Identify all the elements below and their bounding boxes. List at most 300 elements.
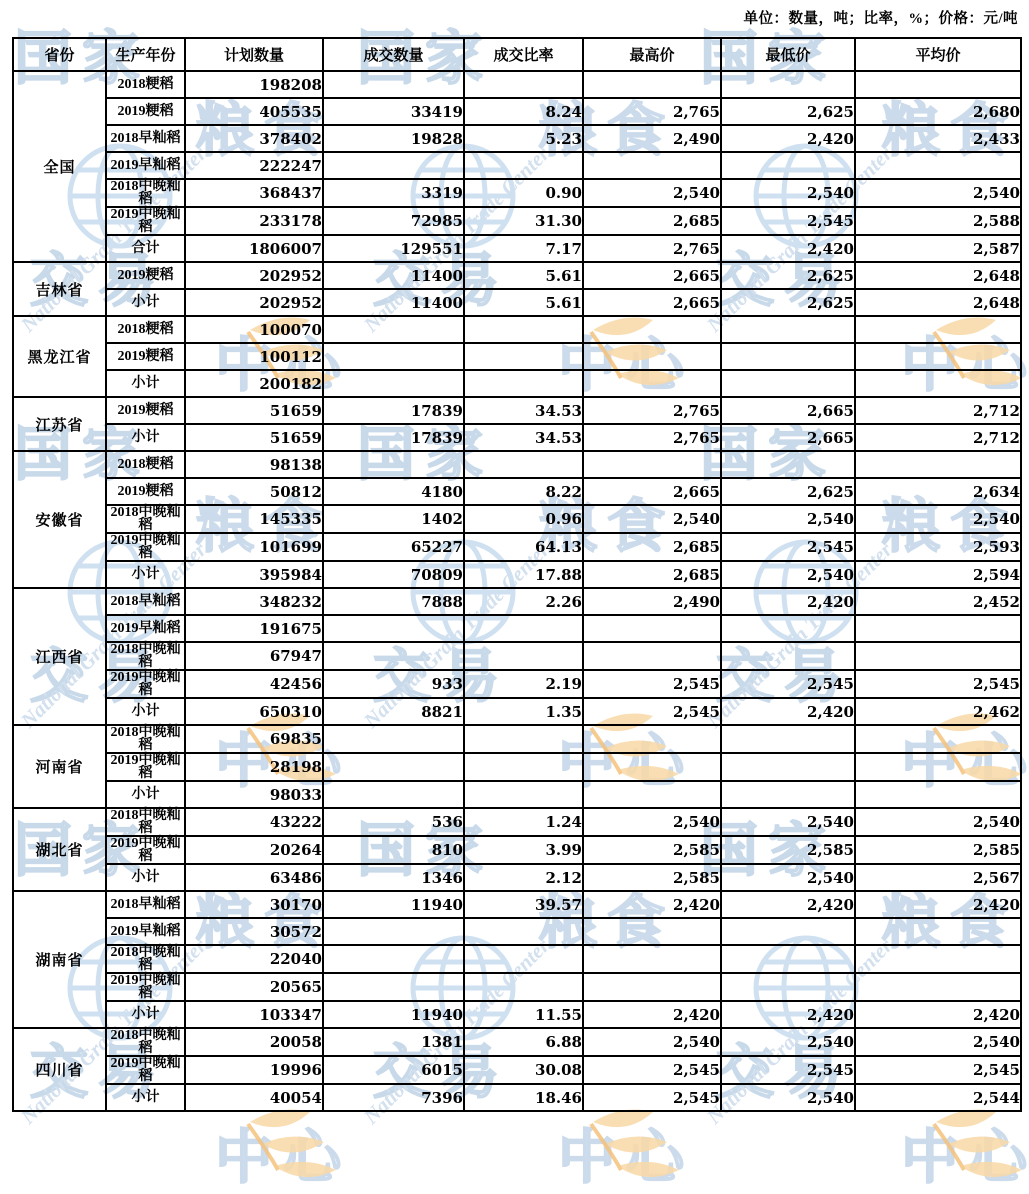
plan-qty-cell: 50812 [185,478,323,505]
header-deal-qty: 成交数量 [323,38,464,71]
high-price-cell [583,753,721,781]
table-row [13,397,1021,424]
plan-qty-cell: 69835 [185,725,323,753]
high-price-cell [583,370,721,397]
year-cell: 2019早籼稻 [106,918,185,945]
deal-qty-cell: 17839 [323,397,464,424]
deal-qty-cell [323,918,464,945]
table-row [13,235,1021,262]
plan-qty-cell: 98138 [185,451,323,478]
year-cell: 2018中晚籼稻 [106,725,185,753]
plan-qty-cell: 191675 [185,615,323,642]
avg-price-cell [855,343,1021,370]
plan-qty-cell: 63486 [185,864,323,891]
plan-qty-cell: 20565 [185,973,323,1001]
deal-qty-cell: 72985 [323,207,464,235]
deal-ratio-cell [464,343,583,370]
year-cell: 2019中晚籼稻 [106,207,185,235]
deal-qty-cell: 1346 [323,864,464,891]
header-row [13,38,1021,71]
year-cell: 2018早籼稻 [106,891,185,918]
plan-qty-cell: 40054 [185,1084,323,1111]
table-row [13,561,1021,588]
avg-price-cell: 2,540 [855,505,1021,533]
avg-price-cell: 2,540 [855,1028,1021,1056]
low-price-cell: 2,540 [721,808,855,836]
high-price-cell: 2,685 [583,561,721,588]
plan-qty-cell: 202952 [185,262,323,289]
low-price-cell [721,918,855,945]
high-price-cell: 2,490 [583,588,721,615]
table-row [13,1028,1021,1056]
year-cell: 小计 [106,698,185,725]
table-row [13,71,1021,98]
table-row [13,152,1021,179]
deal-ratio-cell: 34.53 [464,397,583,424]
province-cell: 江西省 [13,588,106,725]
year-cell: 2019粳稻 [106,478,185,505]
table-row [13,753,1021,781]
low-price-cell: 2,540 [721,864,855,891]
table-row [13,781,1021,808]
year-cell: 2019早籼稻 [106,615,185,642]
deal-qty-cell [323,725,464,753]
deal-qty-cell: 7888 [323,588,464,615]
plan-qty-cell: 100070 [185,316,323,343]
avg-price-cell: 2,545 [855,670,1021,698]
deal-ratio-cell: 8.22 [464,478,583,505]
high-price-cell: 2,540 [583,1028,721,1056]
deal-ratio-cell: 8.24 [464,98,583,125]
high-price-cell: 2,765 [583,397,721,424]
low-price-cell [721,753,855,781]
year-cell: 2019中晚籼稻 [106,836,185,864]
year-cell: 2019中晚籼稻 [106,533,185,561]
table-row [13,945,1021,973]
low-price-cell [721,945,855,973]
low-price-cell [721,370,855,397]
table-body [13,71,1021,1111]
deal-qty-cell [323,370,464,397]
high-price-cell: 2,420 [583,1001,721,1028]
avg-price-cell: 2,540 [855,808,1021,836]
deal-qty-cell: 8821 [323,698,464,725]
year-cell: 2018早籼稻 [106,588,185,615]
avg-price-cell [855,71,1021,98]
high-price-cell [583,71,721,98]
avg-price-cell: 2,680 [855,98,1021,125]
avg-price-cell: 2,593 [855,533,1021,561]
avg-price-cell: 2,634 [855,478,1021,505]
avg-price-cell: 2,420 [855,1001,1021,1028]
header-deal-ratio: 成交比率 [464,38,583,71]
deal-ratio-cell: 5.23 [464,125,583,152]
province-cell: 湖北省 [13,808,106,891]
deal-qty-cell: 19828 [323,125,464,152]
avg-price-cell: 2,587 [855,235,1021,262]
plan-qty-cell: 650310 [185,698,323,725]
plan-qty-cell: 42456 [185,670,323,698]
avg-price-cell [855,451,1021,478]
deal-qty-cell [323,152,464,179]
plan-qty-cell: 405535 [185,98,323,125]
year-cell: 2019粳稻 [106,343,185,370]
plan-qty-cell: 198208 [185,71,323,98]
plan-qty-cell: 200182 [185,370,323,397]
province-cell: 全国 [13,71,106,262]
low-price-cell: 2,420 [721,588,855,615]
low-price-cell: 2,625 [721,98,855,125]
plan-qty-cell: 67947 [185,642,323,670]
plan-qty-cell: 43222 [185,808,323,836]
deal-qty-cell: 1402 [323,505,464,533]
deal-qty-cell: 536 [323,808,464,836]
deal-qty-cell [323,451,464,478]
high-price-cell [583,316,721,343]
deal-ratio-cell [464,753,583,781]
year-cell: 2019粳稻 [106,397,185,424]
plan-qty-cell: 20264 [185,836,323,864]
deal-qty-cell: 17839 [323,424,464,451]
table-row [13,533,1021,561]
deal-ratio-cell: 0.90 [464,179,583,207]
table-row [13,207,1021,235]
province-cell: 安徽省 [13,451,106,588]
low-price-cell: 2,545 [721,1056,855,1084]
deal-qty-cell [323,316,464,343]
deal-ratio-cell: 30.08 [464,1056,583,1084]
plan-qty-cell: 100112 [185,343,323,370]
low-price-cell [721,451,855,478]
deal-ratio-cell [464,152,583,179]
low-price-cell: 2,665 [721,424,855,451]
low-price-cell: 2,665 [721,397,855,424]
year-cell: 2019早籼稻 [106,152,185,179]
year-cell: 2019中晚籼稻 [106,1056,185,1084]
table-row [13,864,1021,891]
year-cell: 小计 [106,781,185,808]
low-price-cell [721,152,855,179]
high-price-cell [583,451,721,478]
deal-ratio-cell [464,945,583,973]
high-price-cell: 2,665 [583,262,721,289]
year-cell: 2018中晚籼稻 [106,505,185,533]
avg-price-cell: 2,544 [855,1084,1021,1111]
year-cell: 2019粳稻 [106,262,185,289]
deal-qty-cell: 11400 [323,262,464,289]
plan-qty-cell: 19996 [185,1056,323,1084]
high-price-cell: 2,585 [583,836,721,864]
table-row [13,670,1021,698]
year-cell: 小计 [106,1084,185,1111]
low-price-cell [721,642,855,670]
avg-price-cell [855,781,1021,808]
deal-ratio-cell: 64.13 [464,533,583,561]
avg-price-cell: 2,648 [855,289,1021,316]
deal-ratio-cell [464,642,583,670]
table-row [13,891,1021,918]
high-price-cell: 2,765 [583,235,721,262]
low-price-cell: 2,585 [721,836,855,864]
avg-price-cell: 2,567 [855,864,1021,891]
avg-price-cell: 2,433 [855,125,1021,152]
year-cell: 2018早籼稻 [106,125,185,152]
high-price-cell: 2,665 [583,289,721,316]
high-price-cell [583,945,721,973]
high-price-cell [583,642,721,670]
header-high-price: 最高价 [583,38,721,71]
year-cell: 2018中晚籼稻 [106,808,185,836]
low-price-cell: 2,625 [721,262,855,289]
deal-ratio-cell: 7.17 [464,235,583,262]
table-row [13,478,1021,505]
plan-qty-cell: 51659 [185,424,323,451]
year-cell: 2019中晚籼稻 [106,973,185,1001]
low-price-cell [721,343,855,370]
unit-note: 单位：数量，吨；比率，%；价格：元/吨 [743,11,1018,27]
low-price-cell: 2,545 [721,670,855,698]
avg-price-cell: 2,585 [855,836,1021,864]
high-price-cell: 2,585 [583,864,721,891]
table-row [13,125,1021,152]
avg-price-cell: 2,545 [855,1056,1021,1084]
deal-qty-cell: 1381 [323,1028,464,1056]
avg-price-cell [855,918,1021,945]
deal-ratio-cell [464,918,583,945]
deal-qty-cell: 6015 [323,1056,464,1084]
deal-ratio-cell: 0.96 [464,505,583,533]
deal-ratio-cell [464,973,583,1001]
deal-ratio-cell [464,781,583,808]
low-price-cell [721,316,855,343]
avg-price-cell: 2,712 [855,424,1021,451]
deal-ratio-cell [464,316,583,343]
avg-price-cell: 2,462 [855,698,1021,725]
avg-price-cell: 2,540 [855,179,1021,207]
table-row [13,973,1021,1001]
year-cell: 2019中晚籼稻 [106,753,185,781]
avg-price-cell: 2,452 [855,588,1021,615]
high-price-cell [583,725,721,753]
plan-qty-cell: 51659 [185,397,323,424]
low-price-cell [721,725,855,753]
deal-qty-cell: 65227 [323,533,464,561]
avg-price-cell [855,725,1021,753]
high-price-cell: 2,765 [583,98,721,125]
low-price-cell: 2,545 [721,533,855,561]
low-price-cell: 2,540 [721,1084,855,1111]
plan-qty-cell: 222247 [185,152,323,179]
table-row [13,343,1021,370]
table-row [13,698,1021,725]
header-province: 省份 [13,38,106,71]
grain-trade-table [12,37,1022,1112]
table-row [13,505,1021,533]
year-cell: 小计 [106,370,185,397]
deal-qty-cell [323,753,464,781]
table-row [13,424,1021,451]
table-row [13,1001,1021,1028]
deal-ratio-cell: 17.88 [464,561,583,588]
plan-qty-cell: 98033 [185,781,323,808]
plan-qty-cell: 20058 [185,1028,323,1056]
deal-qty-cell: 33419 [323,98,464,125]
deal-ratio-cell: 3.99 [464,836,583,864]
deal-qty-cell [323,973,464,1001]
province-cell: 吉林省 [13,262,106,316]
year-cell: 2018中晚籼稻 [106,945,185,973]
deal-qty-cell: 933 [323,670,464,698]
low-price-cell: 2,420 [721,125,855,152]
deal-ratio-cell: 31.30 [464,207,583,235]
table-row [13,370,1021,397]
table-row [13,836,1021,864]
plan-qty-cell: 368437 [185,179,323,207]
high-price-cell: 2,685 [583,207,721,235]
table-row [13,179,1021,207]
year-cell: 小计 [106,561,185,588]
deal-qty-cell [323,343,464,370]
low-price-cell: 2,625 [721,289,855,316]
avg-price-cell: 2,420 [855,891,1021,918]
table-row [13,98,1021,125]
deal-qty-cell: 3319 [323,179,464,207]
deal-ratio-cell: 2.26 [464,588,583,615]
year-cell: 2018粳稻 [106,451,185,478]
low-price-cell: 2,540 [721,561,855,588]
province-cell: 四川省 [13,1028,106,1111]
table-row [13,918,1021,945]
high-price-cell: 2,665 [583,478,721,505]
high-price-cell: 2,765 [583,424,721,451]
deal-ratio-cell: 34.53 [464,424,583,451]
deal-qty-cell: 70809 [323,561,464,588]
low-price-cell: 2,420 [721,1001,855,1028]
header-plan-qty: 计划数量 [185,38,323,71]
table-row [13,588,1021,615]
deal-ratio-cell [464,71,583,98]
plan-qty-cell: 1806007 [185,235,323,262]
avg-price-cell: 2,712 [855,397,1021,424]
plan-qty-cell: 233178 [185,207,323,235]
year-cell: 小计 [106,289,185,316]
low-price-cell: 2,540 [721,1028,855,1056]
plan-qty-cell: 348232 [185,588,323,615]
high-price-cell: 2,540 [583,179,721,207]
plan-qty-cell: 378402 [185,125,323,152]
deal-ratio-cell [464,370,583,397]
plan-qty-cell: 101699 [185,533,323,561]
year-cell: 2019中晚籼稻 [106,670,185,698]
deal-ratio-cell [464,725,583,753]
plan-qty-cell: 202952 [185,289,323,316]
high-price-cell [583,918,721,945]
table-row [13,615,1021,642]
year-cell: 小计 [106,1001,185,1028]
plan-qty-cell: 28198 [185,753,323,781]
plan-qty-cell: 145335 [185,505,323,533]
table-row [13,1084,1021,1111]
year-cell: 2018粳稻 [106,71,185,98]
plan-qty-cell: 22040 [185,945,323,973]
deal-qty-cell: 11400 [323,289,464,316]
year-cell: 2018中晚籼稻 [106,1028,185,1056]
avg-price-cell [855,152,1021,179]
high-price-cell: 2,545 [583,1084,721,1111]
high-price-cell: 2,545 [583,670,721,698]
table-row [13,289,1021,316]
avg-price-cell: 2,588 [855,207,1021,235]
high-price-cell [583,781,721,808]
year-cell: 2018中晚籼稻 [106,642,185,670]
deal-qty-cell: 4180 [323,478,464,505]
low-price-cell: 2,540 [721,505,855,533]
table-row [13,808,1021,836]
avg-price-cell: 2,648 [855,262,1021,289]
deal-ratio-cell: 11.55 [464,1001,583,1028]
high-price-cell [583,343,721,370]
low-price-cell: 2,625 [721,478,855,505]
avg-price-cell [855,642,1021,670]
deal-ratio-cell: 1.35 [464,698,583,725]
year-cell: 2018中晚籼稻 [106,179,185,207]
deal-qty-cell: 11940 [323,891,464,918]
avg-price-cell [855,370,1021,397]
table-row [13,262,1021,289]
avg-price-cell: 2,594 [855,561,1021,588]
deal-ratio-cell: 2.19 [464,670,583,698]
table-row [13,725,1021,753]
deal-ratio-cell: 2.12 [464,864,583,891]
deal-qty-cell: 129551 [323,235,464,262]
deal-qty-cell: 810 [323,836,464,864]
header-avg-price: 平均价 [855,38,1021,71]
low-price-cell [721,71,855,98]
high-price-cell [583,973,721,1001]
deal-qty-cell: 11940 [323,1001,464,1028]
deal-ratio-cell: 6.88 [464,1028,583,1056]
low-price-cell: 2,420 [721,698,855,725]
plan-qty-cell: 103347 [185,1001,323,1028]
deal-ratio-cell: 5.61 [464,262,583,289]
deal-ratio-cell: 1.24 [464,808,583,836]
plan-qty-cell: 395984 [185,561,323,588]
high-price-cell: 2,545 [583,1056,721,1084]
low-price-cell: 2,420 [721,891,855,918]
high-price-cell: 2,420 [583,891,721,918]
deal-qty-cell [323,945,464,973]
deal-qty-cell [323,71,464,98]
province-cell: 黑龙江省 [13,316,106,397]
avg-price-cell [855,316,1021,343]
year-cell: 2019粳稻 [106,98,185,125]
deal-ratio-cell: 5.61 [464,289,583,316]
high-price-cell [583,615,721,642]
avg-price-cell [855,615,1021,642]
header-low-price: 最低价 [721,38,855,71]
table-row [13,451,1021,478]
avg-price-cell [855,945,1021,973]
high-price-cell [583,152,721,179]
high-price-cell: 2,540 [583,808,721,836]
low-price-cell: 2,545 [721,207,855,235]
low-price-cell [721,781,855,808]
avg-price-cell [855,973,1021,1001]
deal-ratio-cell [464,451,583,478]
year-cell: 小计 [106,864,185,891]
low-price-cell [721,615,855,642]
table-row [13,316,1021,343]
